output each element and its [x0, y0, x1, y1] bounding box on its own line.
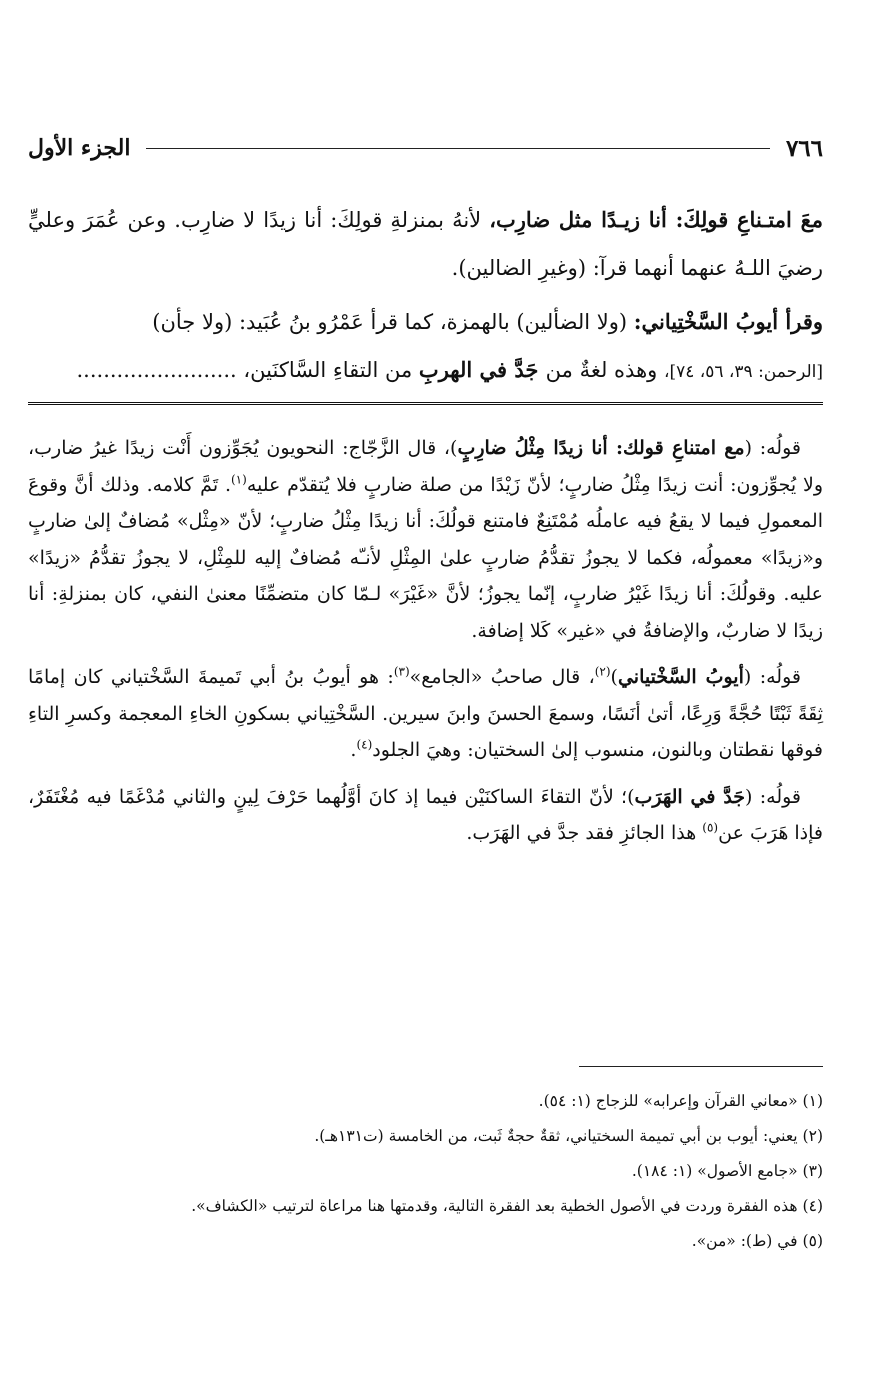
footnote-text: «جامع الأصول» (١: ١٨٤).	[631, 1162, 798, 1180]
page-header	[28, 128, 823, 168]
main-text: وهذه لغةٌ من	[545, 358, 664, 382]
main-paragraph-1	[28, 196, 823, 292]
part-title: الجزء الأول	[28, 135, 131, 161]
commentary-lemma: جَدَّ في الهَرَب	[634, 785, 746, 808]
commentary-prefix: قولُه: (	[745, 785, 802, 808]
commentary-text: .	[350, 739, 357, 761]
main-text: لأنهُ بمنزلةِ قولِكَ: أنا زيدًا لا ضارِب. وعن عُمَرَ وعليٍّ رضيَ اللـهُ عنهما أنهما قرآ: (وغيرِ الضالين).	[28, 208, 823, 280]
commentary-prefix: قولُه: (	[744, 437, 801, 459]
footnote-separator	[579, 1066, 823, 1067]
main-text: من التقاءِ السَّاكنَين،	[236, 358, 419, 382]
footnote-marker[interactable]: (٥)	[702, 820, 719, 835]
footnote-number: (١)	[802, 1092, 823, 1110]
commentary-lemma: أيوبُ السَّخْتياني	[617, 666, 744, 688]
main-paragraph-2	[28, 298, 823, 396]
main-lemma: معَ امتـناعِ قولِكَ: أنا زيـدًا مثل ضارِب،	[489, 207, 823, 232]
footnote	[28, 1224, 823, 1259]
commentary-text: هذا الجائزِ فقد جدَّ في الهَرَب.	[466, 822, 703, 844]
main-lemma: جَدَّ في الهربِ	[418, 357, 546, 382]
page-number: ٧٦٦	[785, 134, 823, 162]
commentary-prefix: قولُه: (	[743, 666, 801, 688]
footnote	[28, 1119, 823, 1154]
commentary-text: )؛ لأنّ التقاءَ الساكنَيْن فيما إذ كانَ أوَّلُهما حَرْفَ لِينٍ والثاني مُدْغَمًا فيه مُغْتَفَرٌ، فإذا هَرَبَ عن	[28, 785, 823, 844]
main-lemma: وقرأ أيوبُ السَّخْتِياني:	[633, 309, 823, 334]
commentary-paragraph-1	[28, 430, 823, 649]
commentary-text: ، قال صاحبُ «الجامع»	[409, 666, 595, 688]
quran-reference: [الرحمن: ٣٩، ٥٦، ٧٤]،	[663, 362, 823, 382]
main-text-block	[28, 196, 823, 402]
commentary-text: . تَمَّ كلامه. وذلك أنَّ وقوعَ المعمولِ فيما لا يقعُ فيه عاملُه مُمْتَنِعٌ فامتنع قولُكَ: أنا زيدًا مِثْلُ ضاربٍ؛ لأنّ «مِثْل» مُضافٌ إلىٰ ضاربٍ و«زيدًا» معمولُه، فكما لا يجوزُ تقدُّمُ ضاربٍ علىٰ المِثْلِ لأنـّه مُضافٌ إليه للمِثْلِ، لا يجوزُ تقدُّمُ «زيدًا» عليه. وقولُكَ: أنا زيدًا غَيْرُ ضاربٍ، إنّما يجوزُ؛ لأنَّ «غَيْرَ» لـمّا كان متضمِّنًا معنىٰ النفي، كان بمنزلةِ: أنا زيدًا لا ضاربٌ، والإضافةُ في «غير» كَلا إضافة.	[28, 473, 823, 642]
footnotes-list	[28, 1084, 823, 1259]
commentary-paragraph-2	[28, 659, 823, 769]
footnote-text: «معاني القرآن وإعرابه» للزجاج (١: ٥٤).	[538, 1092, 798, 1110]
header-rule	[146, 148, 770, 149]
footnote-number: (٥)	[802, 1232, 823, 1250]
footnote-marker[interactable]: (٣)	[393, 664, 410, 679]
footnote-marker[interactable]: (٤)	[356, 737, 373, 752]
footnote-text: يعني: أيوب بن أبي تميمة السختياني، ثقةٌ حجةٌ ثَبت، من الخامسة (ت١٣١هـ).	[314, 1127, 798, 1145]
footnote-number: (٢)	[802, 1127, 823, 1145]
continuation-dots: ........................	[76, 358, 237, 382]
footnote-text: في (ط): «من».	[691, 1232, 798, 1250]
main-text: (ولا الضألين) بالهمزة، كما قرأ عَمْرُو بنُ عُبَيد: (ولا جأن)	[152, 310, 634, 334]
commentary-block	[28, 430, 823, 862]
commentary-text: )	[610, 666, 618, 688]
commentary-text: : هو أيوبُ بنُ أبي تَميمةَ السَّخْتياني كان إمامًا ثِقَةً ثَبْتًا حُجَّةً وَرِعًا، أتىٰ أنَسًا، وسمعَ الحسنَ وابنَ سيرين. السَّخْتِياني بسكونِ الخاءِ المعجمة وكسرِ التاءِ فوقها نقطتان وبالنون، منسوب إلىٰ السختيان: وهيَ الجلود	[28, 666, 823, 761]
footnote-number: (٤)	[802, 1197, 823, 1215]
footnote-marker[interactable]: (٢)	[594, 664, 611, 679]
section-divider	[28, 402, 823, 405]
footnote	[28, 1154, 823, 1189]
footnote	[28, 1189, 823, 1224]
footnote-marker[interactable]: (١)	[230, 472, 247, 487]
commentary-paragraph-3	[28, 779, 823, 852]
footnote	[28, 1084, 823, 1119]
footnote-text: هذه الفقرة وردت في الأصول الخطية بعد الفقرة التالية، وقدمتها هنا مراعاة لترتيب «الكشاف».	[191, 1197, 798, 1215]
commentary-lemma: مع امتناعِ قولك: أنا زيدًا مِثْلُ ضارِبٍ	[457, 437, 745, 459]
footnote-number: (٣)	[802, 1162, 823, 1180]
commentary-text: )، قال الزَّجّاج: النحويون يُجَوِّزون أَنْت زيدًا غيرُ ضارب، ولا يُجوِّزون: أنت زيدًا مِثْلُ ضاربٍ؛ لأنّ زَيْدًا من صلة ضاربٍ فلا يُتقدّم عليه	[28, 437, 823, 496]
